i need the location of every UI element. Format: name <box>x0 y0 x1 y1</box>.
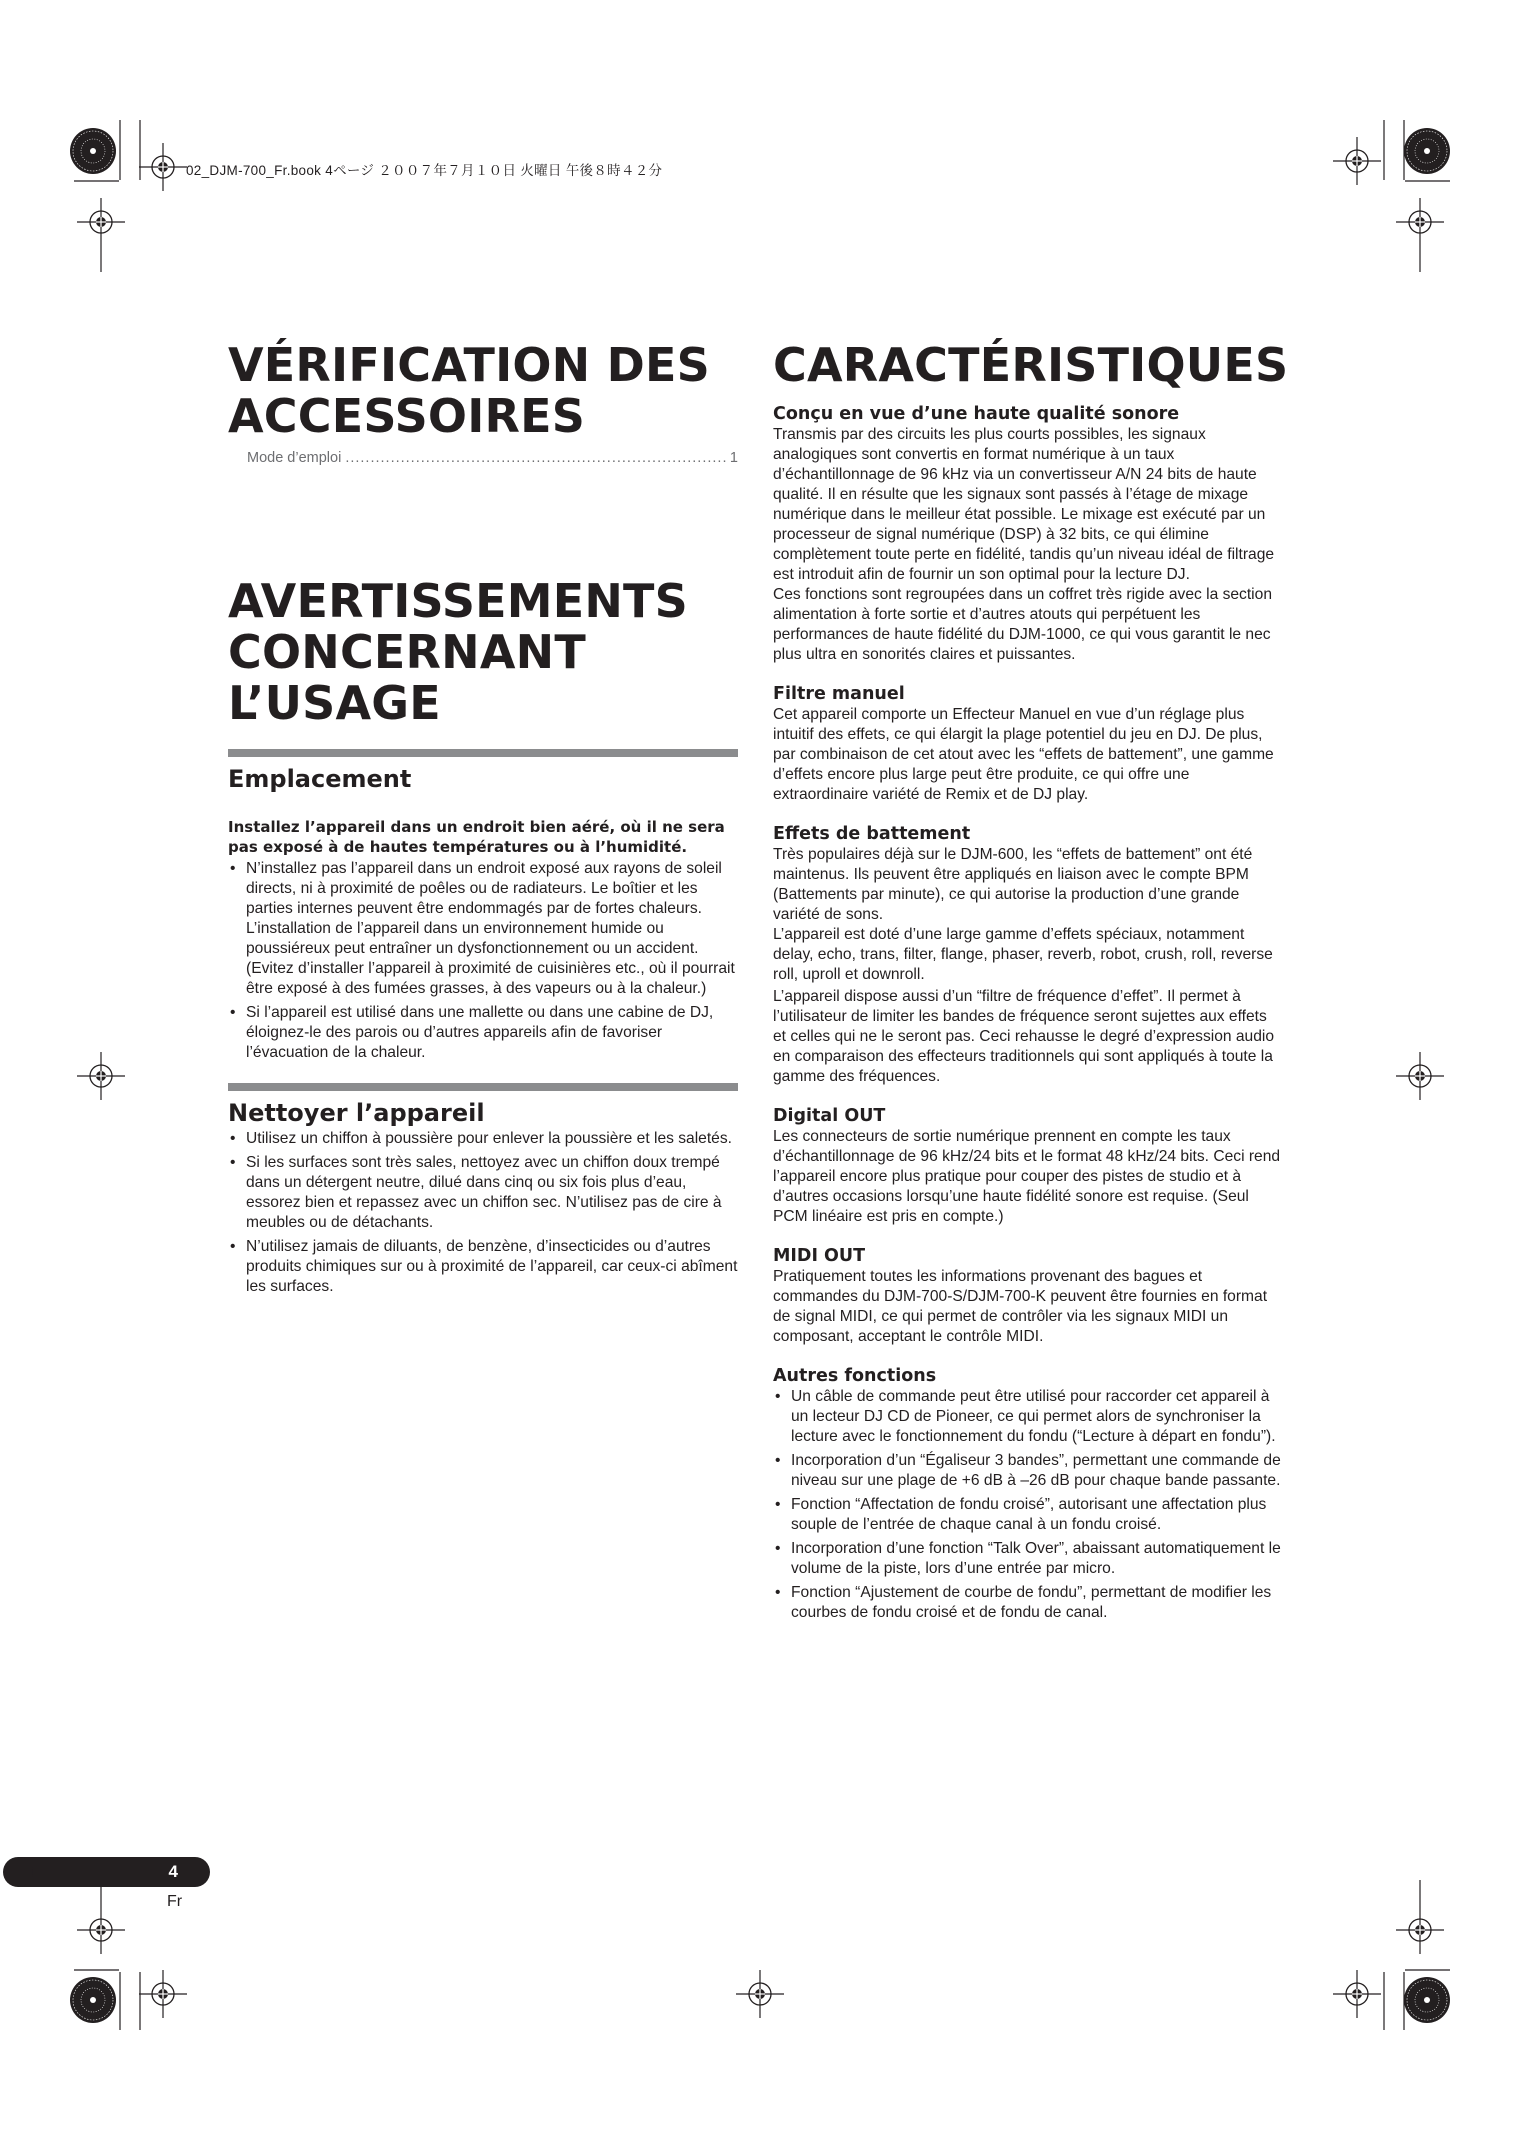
midi-out-heading: MIDI OUT <box>773 1246 866 1266</box>
registration-mark-bottom-center <box>736 1970 784 2018</box>
list-item: • Incorporation d’une fonction “Talk Over”, abaissant automatiquement le volume de la piste, lors d’une entrée par micro. <box>775 1540 1281 1577</box>
digital-out-heading: Digital OUT <box>773 1106 886 1126</box>
registration-mark-right-lower <box>1396 1906 1444 1954</box>
registration-mark-top-left <box>139 143 187 191</box>
list-item: • Utilisez un chiffon à poussière pour enlever la poussière et les saletés. <box>230 1130 732 1147</box>
midi-out-paragraph: Pratiquement toutes les informations provenant des bagues et commandes du DJM-700-S/DJM-700-K peuvent être fournies en format de signal MIDI, ce qui permet de contrôler via les signaux MIDI un composant, acceptant le contrôle MIDI. <box>773 1268 1268 1345</box>
list-item: • N’utilisez jamais de diluants, de benzène, d’insecticides ou d’autres produits chimiques sur ou à proximité de l’appareil, car ceux-ci abîment les surfaces. <box>230 1238 738 1295</box>
filtre-heading: Filtre manuel <box>773 684 905 704</box>
starburst-mark-top-right <box>1404 128 1450 174</box>
filtre-paragraph-1: Cet appareil comporte un Effecteur Manuel en vue d’un réglage plus intuitif des effets, ce qui élargit la plage potentiel du jeu en DJ. De plus, par combinaison de cet atout avec les “effets de battement”, une gamme d’effets encore plus large peut être produite, ce qui offre une extraordinaire variété de Remix et de DJ play. <box>773 706 1274 803</box>
registration-mark-right-upper <box>1396 198 1444 246</box>
effets-paragraph-3: L’appareil dispose aussi d’un “filtre de fréquence d’effet”. Il permet à l’utilisateur de limiter les bandes de fréquence seront sujettes aux effets et celles qui ne le seront pas. Ceci rehausse le degré d’expression audio en comparaison des effecteurs traditionnels qui sont appliqués à toute la gamme des fréquences. <box>773 988 1275 1085</box>
right-column <box>773 338 1289 1627</box>
digital-out-paragraph: Les connecteurs de sortie numérique prennent en compte les taux d’échantillonnage de 96 kHz/24 bits et le format 48 kHz/24 bits. Ceci rend l’appareil encore plus pratique pour couper des pistes de studio et à d’autres occasions lorsqu’une haute fidélité sonore est requise. (Seul PCM linéaire est pris en compte.) <box>773 1128 1281 1225</box>
verification-title-line1: VÉRIFICATION DES <box>228 338 710 392</box>
concu-heading: Conçu en vue d’une haute qualité sonore <box>773 404 1180 424</box>
toc-label: Mode d’emploi <box>247 450 342 466</box>
list-item: • Fonction “Affectation de fondu croisé”, autorisant une affectation plus souple de l’entrée de chaque canal à un fondu croisé. <box>775 1496 1267 1533</box>
toc-leader-dots <box>345 450 726 466</box>
list-item: • Si l’appareil est utilisé dans une mallette ou dans une cabine de DJ, éloignez-le des parois ou d’autres appareils afin de favoriser l’évacuation de la chaleur. <box>230 1004 714 1061</box>
verification-title <box>228 340 738 442</box>
registration-mark-bottom-left <box>139 1970 187 2018</box>
effets-paragraph-2: L’appareil est doté d’une large gamme d’effets spéciaux, notamment delay, echo, trans, filter, flange, phaser, reverb, robot, crush, roll, reverse roll, uproll et downroll. <box>773 926 1273 983</box>
registration-mark-left-lower <box>77 1906 125 1954</box>
list-item: • Un câble de commande peut être utilisé pour raccorder cet appareil à un lecteur DJ CD de Pioneer, ce qui permet alors de synchroniser la lecture avec le fonctionnement du fondu (“Lecture à départ en fondu”). <box>775 1388 1276 1445</box>
verification-title-line2: ACCESSOIRES <box>228 389 586 443</box>
emplacement-heading: Emplacement <box>228 749 738 793</box>
avertissements-title-line2: CONCERNANT L’USAGE <box>228 625 586 730</box>
file-header: 02_DJM-700_Fr.book 4ページ ２００７年７月１０日 火曜日 午後８時４２分 <box>186 163 663 178</box>
nettoyer-heading: Nettoyer l’appareil <box>228 1083 738 1127</box>
list-item: • Fonction “Ajustement de courbe de fondu”, permettant de modifier les courbes de fondu croisé et de fondu de canal. <box>775 1584 1272 1621</box>
list-item: • Si les surfaces sont très sales, nettoyez avec un chiffon doux trempé dans un détergent neutre, dilué dans cinq ou six fois plus d’eau, essorez bien et repassez avec un chiffon sec. N’utilisez pas de cire à meubles ou de détachants. <box>230 1154 722 1231</box>
registration-mark-left-middle <box>77 1052 125 1100</box>
autres-heading: Autres fonctions <box>773 1366 937 1386</box>
starburst-mark-bottom-left <box>70 1977 116 2023</box>
avertissements-title-line1: AVERTISSEMENTS <box>228 574 688 628</box>
nettoyer-list <box>228 1129 738 1297</box>
concu-paragraph-1: Transmis par des circuits les plus courts possibles, les signaux analogiques sont convertis en format numérique à un taux d’échantillonnage de 96 kHz via un convertisseur A/N 24 bits de haute qualité. Il en résulte que les signaux sont passés à l’étage de mixage numérique dans le meilleur état possible. Le mixage est exécuté par un processeur de signal numérique (DSP) à 32 bits, ce qui élimine complètement toute perte en fidélité, tandis qu’un niveau idéal de filtrage est introduit afin de fournir un son optimal pour la lecture DJ. <box>773 426 1275 583</box>
registration-mark-left-upper <box>77 198 125 246</box>
effets-heading: Effets de battement <box>773 824 971 844</box>
emplacement-list <box>228 859 738 1063</box>
list-item: • Incorporation d’un “Égaliseur 3 bandes”, permettant une commande de niveau sur une plage de +6 dB à –26 dB pour chaque bande passante. <box>775 1452 1281 1489</box>
registration-mark-bottom-right <box>1333 1970 1381 2018</box>
toc-page-number: 1 <box>729 450 738 466</box>
avertissements-title <box>228 576 738 729</box>
emplacement-lead: Installez l’appareil dans un endroit bien aéré, où il ne sera pas exposé à de hautes températures ou à l’humidité. <box>228 818 725 856</box>
page-number: 4 <box>168 1862 178 1881</box>
effets-paragraph-1: Très populaires déjà sur le DJM-600, les “effets de battement” ont été maintenus. Ils peuvent être appliqués en liaison avec le compte BPM (Battements par minute), ce qui autorise la production d’une grande variété de sons. <box>773 846 1253 923</box>
page-number-badge <box>18 1857 210 1887</box>
registration-mark-top-right <box>1333 137 1381 185</box>
language-code: Fr <box>167 1893 183 1910</box>
toc-entry[interactable] <box>247 450 738 466</box>
starburst-mark-bottom-right <box>1404 1977 1450 2023</box>
starburst-mark-top-left <box>70 128 116 174</box>
left-column <box>228 340 738 1301</box>
concu-paragraph-2: Ces fonctions sont regroupées dans un coffret très rigide avec la section alimentation à forte sortie et d’autres atouts qui perpétuent les performances de haute fidélité du DJM-1000, ce qui vous garantit le nec plus ultra en sonorités claires et puissantes. <box>773 586 1272 663</box>
list-item: • N’installez pas l’appareil dans un endroit exposé aux rayons de soleil directs, ni à proximité de poêles ou de radiateurs. Le boîtier et les parties internes peuvent être endommagés par de fortes chaleurs. L’installation de l’appareil dans un environnement humide ou poussiéreux peut entraîner un dysfonctionnement ou un accident. (Evitez d’installer l’appareil à proximité de cuisinières etc., où il pourrait être exposé à des fumées grasses, à des vapeurs ou à la chaleur.) <box>230 860 735 997</box>
autres-list <box>773 1387 1281 1623</box>
registration-mark-right-middle <box>1396 1052 1444 1100</box>
caracteristiques-title: CARACTÉRISTIQUES <box>773 338 1289 392</box>
